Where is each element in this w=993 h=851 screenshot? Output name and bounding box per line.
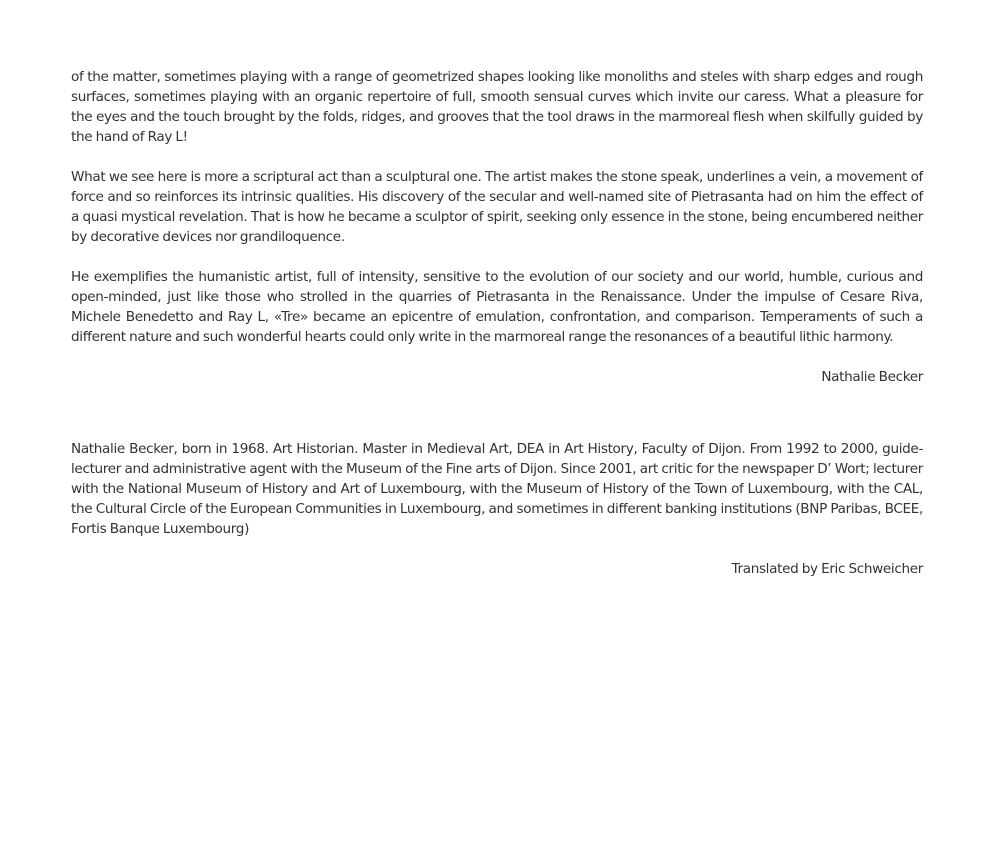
author-signature: Nathalie Becker xyxy=(821,369,923,385)
essay-paragraph-1: of the matter, sometimes playing with a range of geometrized shapes looking like monoliths and steles with sharp edges and rough surfaces, sometimes playing with an organic repertoire of full, smooth sensual curves which invite our caress. What a pleasure for the eyes and the touch brought by the folds, ridges, and grooves that the tool draws in the marmoreal flesh when skilfully guided by the hand of Ray L! xyxy=(71,69,923,145)
essay-paragraph-3: He exemplifies the humanistic artist, full of intensity, sensitive to the evolution of our society and our world, humble, curious and open-minded, just like those who strolled in the quarries of Pietrasanta in the Renaissance. Under the impulse of Cesare Riva, Michele Benedetto and Ray L, «Tre» became an epicentre of emulation, confrontation, and comparison. Temperaments of such a different nature and such wonderful hearts could only write in the marmoreal range the resonances of a beautiful lithic harmony. xyxy=(71,269,923,345)
document-page xyxy=(71,67,923,599)
essay-paragraph-2: What we see here is more a scriptural act than a sculptural one. The artist makes the stone speak, underlines a vein, a movement of force and so reinforces its intrinsic qualities. His discovery of the secular and well-named site of Pietrasanta had on him the effect of a quasi mystical revelation. That is how he became a sculptor of spirit, seeking only essence in the stone, being encumbered neither by decorative devices nor grandiloquence. xyxy=(71,169,923,245)
section-spacer xyxy=(71,407,923,439)
translator-credit: Translated by Eric Schweicher xyxy=(731,561,923,577)
author-biography: Nathalie Becker, born in 1968. Art Historian. Master in Medieval Art, DEA in Art History, Faculty of Dijon. From 1992 to 2000, guide-lecturer and administrative agent with the Museum of the Fine arts of Dijon. Since 2001, art critic for the newspaper D’ Wort; lecturer with the National Museum of History and Art of Luxembourg, with the Museum of History of the Town of Luxembourg, with the CAL, the Cultural Circle of the European Communities in Luxembourg, and sometimes in different banking institutions (BNP Paribas, BCEE, Fortis Banque Luxembourg) xyxy=(71,441,923,537)
